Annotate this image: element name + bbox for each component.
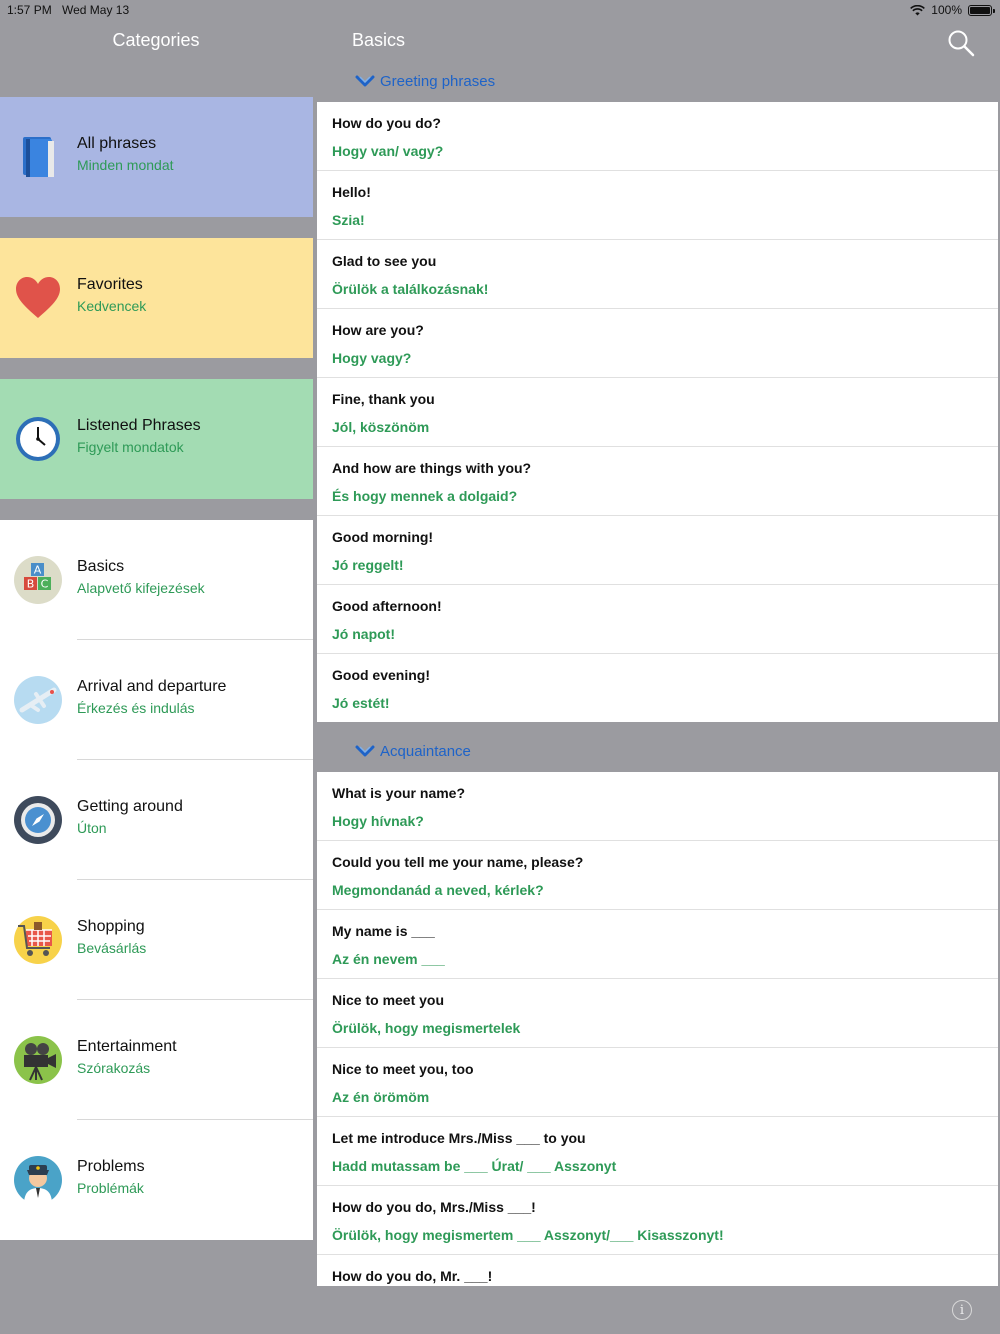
phrase-row[interactable] xyxy=(317,102,998,171)
phrase-hungarian: Szia! xyxy=(332,212,365,228)
phrase-english: Hello! xyxy=(332,184,371,200)
section-header-greeting[interactable] xyxy=(317,62,998,102)
svg-text:C: C xyxy=(40,577,49,591)
section-header-acquaintance[interactable] xyxy=(317,732,998,772)
phrase-row[interactable] xyxy=(317,979,998,1048)
phrase-hungarian: Jó reggelt! xyxy=(332,557,404,573)
phrase-row[interactable] xyxy=(317,516,998,585)
category-title: All phrases xyxy=(77,135,157,152)
phrase-hungarian: Örülök a találkozásnak! xyxy=(332,281,489,297)
category-subtitle: Minden mondat xyxy=(77,157,174,173)
phrase-english: Good evening! xyxy=(332,667,430,683)
category-title: Entertainment xyxy=(77,1038,177,1055)
phrase-row[interactable] xyxy=(317,585,998,654)
info-icon[interactable]: i xyxy=(952,1300,972,1320)
phrase-row[interactable] xyxy=(317,1048,998,1117)
phrase-row[interactable] xyxy=(317,378,998,447)
svg-text:A: A xyxy=(33,563,42,577)
section-title: Greeting phrases xyxy=(380,73,496,90)
category-title: Favorites xyxy=(77,276,143,293)
categories-title: Categories xyxy=(112,30,200,50)
phrase-hungarian: Hogy hívnak? xyxy=(332,813,424,829)
category-subtitle: Alapvető kifejezések xyxy=(77,580,205,596)
category-favorites[interactable] xyxy=(0,238,313,358)
phrase-hungarian: Örülök, hogy megismertem ___ Asszonyt/___ Kisasszonyt! xyxy=(332,1227,724,1243)
phrase-english: How do you do, Mr. ___! xyxy=(332,1268,493,1284)
category-title: Arrival and departure xyxy=(77,678,227,695)
battery-icon xyxy=(968,5,992,16)
phrase-english: Good morning! xyxy=(332,529,434,545)
phrase-row[interactable] xyxy=(317,1117,998,1186)
phrase-row[interactable] xyxy=(317,841,998,910)
phrase-english: Could you tell me your name, please? xyxy=(332,854,584,870)
phrase-hungarian: Jól, köszönöm xyxy=(332,419,430,435)
category-listened[interactable] xyxy=(0,379,313,499)
chevron-down-icon xyxy=(355,74,375,88)
police-officer-icon xyxy=(14,1156,62,1204)
category-title: Shopping xyxy=(77,918,145,935)
phrase-english: How do you do? xyxy=(332,115,441,131)
phrase-row[interactable] xyxy=(317,654,998,722)
status-time: 1:57 PM xyxy=(7,3,52,17)
category-title: Getting around xyxy=(77,798,183,815)
phrase-hungarian: És hogy mennek a dolgaid? xyxy=(332,488,518,504)
category-sidebar xyxy=(0,97,313,1240)
phrase-english: How are you? xyxy=(332,322,424,338)
phrase-hungarian: Hogy vagy? xyxy=(332,350,412,366)
phrase-row[interactable] xyxy=(317,171,998,240)
phrase-hungarian: Az én örömöm xyxy=(332,1089,430,1105)
phrase-row[interactable] xyxy=(317,447,998,516)
category-subtitle: Figyelt mondatok xyxy=(77,439,184,455)
phrase-hungarian: Megmondanád a neved, kérlek? xyxy=(332,882,544,898)
airplane-icon xyxy=(14,676,62,724)
phrase-row[interactable] xyxy=(317,1255,998,1286)
phrase-english: Let me introduce Mrs./Miss ___ to you xyxy=(332,1130,586,1146)
phrase-row[interactable] xyxy=(317,309,998,378)
phrase-english: Fine, thank you xyxy=(332,391,435,407)
category-title: Listened Phrases xyxy=(77,417,201,434)
phrase-hungarian: Hadd mutassam be ___ Úrat/ ___ Asszonyt xyxy=(332,1158,617,1174)
chevron-down-icon xyxy=(355,744,375,758)
phrase-row[interactable] xyxy=(317,240,998,309)
category-title: Basics xyxy=(77,558,125,575)
category-problems[interactable] xyxy=(0,1120,313,1240)
category-basics[interactable] xyxy=(0,520,313,640)
phrase-row[interactable] xyxy=(317,772,998,841)
status-bar xyxy=(0,0,1000,20)
phrase-list-greeting xyxy=(317,102,998,722)
wifi-icon xyxy=(910,5,925,16)
phrase-hungarian: Jó estét! xyxy=(332,695,390,711)
category-subtitle: Úton xyxy=(77,820,107,836)
film-camera-icon xyxy=(14,1036,62,1084)
compass-icon xyxy=(14,796,62,844)
category-subtitle: Problémák xyxy=(77,1180,144,1196)
basics-title: Basics xyxy=(352,30,406,50)
phrase-english: Glad to see you xyxy=(332,253,437,269)
category-getting-around[interactable] xyxy=(0,760,313,880)
abc-blocks-icon xyxy=(14,556,62,604)
phrase-english: Nice to meet you xyxy=(332,992,445,1008)
category-entertainment[interactable] xyxy=(0,1000,313,1120)
category-shopping[interactable] xyxy=(0,880,313,1000)
svg-text:B: B xyxy=(26,577,35,591)
shopping-cart-icon xyxy=(14,916,62,964)
status-right xyxy=(910,3,992,17)
phrase-list-acquaintance xyxy=(317,772,998,1286)
category-subtitle: Kedvencek xyxy=(77,298,147,314)
phrase-hungarian: Hogy van/ vagy? xyxy=(332,143,444,159)
phrase-english: My name is ___ xyxy=(332,923,435,939)
clock-icon xyxy=(14,415,62,463)
phrase-hungarian: Jó napot! xyxy=(332,626,395,642)
search-icon[interactable] xyxy=(946,28,976,58)
phrase-english: What is your name? xyxy=(332,785,466,801)
status-date: Wed May 13 xyxy=(62,3,130,17)
category-title: Problems xyxy=(77,1158,145,1175)
book-icon xyxy=(14,133,62,181)
category-all-phrases[interactable] xyxy=(0,97,313,217)
phrase-hungarian: Az én nevem ___ xyxy=(332,951,445,967)
section-title: Acquaintance xyxy=(380,743,471,760)
category-subtitle: Érkezés és indulás xyxy=(77,700,195,716)
heart-icon xyxy=(14,274,62,322)
phrase-list-panel[interactable] xyxy=(317,62,998,1286)
phrase-row[interactable] xyxy=(317,1186,998,1255)
category-subtitle: Bevásárlás xyxy=(77,940,147,956)
category-arrival[interactable] xyxy=(0,640,313,760)
battery-percent: 100% xyxy=(931,3,962,17)
category-subtitle: Szórakozás xyxy=(77,1060,151,1076)
phrase-row[interactable] xyxy=(317,910,998,979)
phrase-hungarian: Örülök, hogy megismertelek xyxy=(332,1020,521,1036)
phrase-english: And how are things with you? xyxy=(332,460,532,476)
phrase-english: Nice to meet you, too xyxy=(332,1061,474,1077)
phrase-english: How do you do, Mrs./Miss ___! xyxy=(332,1199,536,1215)
phrase-english: Good afternoon! xyxy=(332,598,442,614)
